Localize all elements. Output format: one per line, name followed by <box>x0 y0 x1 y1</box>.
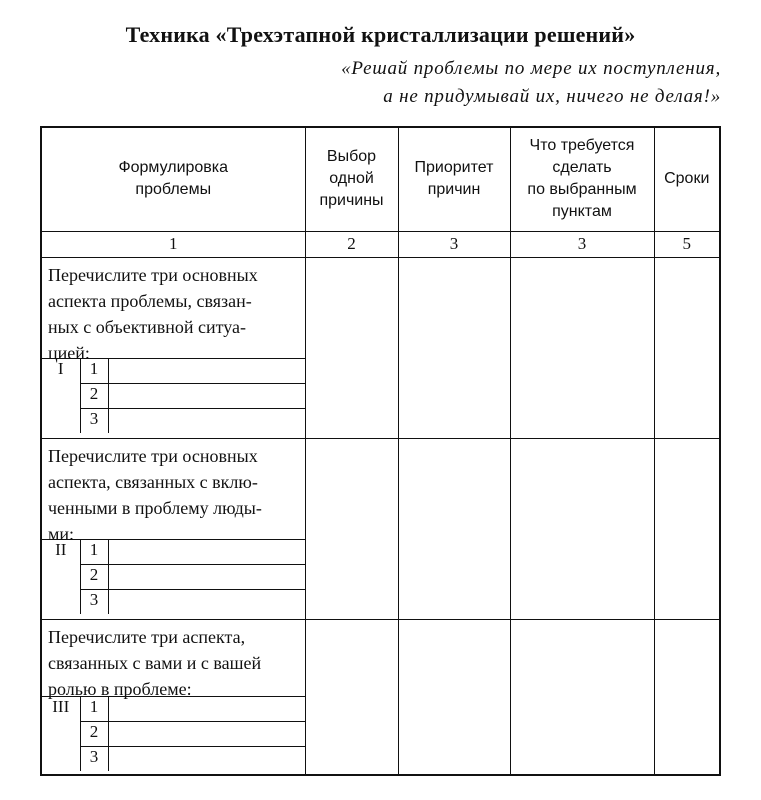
item-number: 2 <box>80 383 108 408</box>
answer-field[interactable] <box>108 746 305 771</box>
item-number: 3 <box>80 589 108 614</box>
cause-priority-cell[interactable] <box>398 438 510 619</box>
item-number: 3 <box>80 408 108 433</box>
section-prompt: Перечислите три основных аспекта проблемы, связан- ных с объективной ситуа- цией: <box>48 264 258 363</box>
deadline-cell[interactable] <box>654 619 720 775</box>
what-to-do-cell[interactable] <box>510 438 654 619</box>
section-row <box>41 619 720 775</box>
page-title: Техника «Трехэтапной кристаллизации решений» <box>125 22 636 47</box>
column-number: 2 <box>305 231 398 257</box>
section-row <box>41 257 720 438</box>
answer-field[interactable] <box>108 383 305 408</box>
header-cause-priority: Приоритет причин <box>398 127 510 231</box>
header-row <box>41 127 720 231</box>
answer-field[interactable] <box>108 408 305 433</box>
header-choose-cause: Выбор одной причины <box>305 127 398 231</box>
crystallization-form-table <box>40 126 721 776</box>
item-number: 1 <box>80 539 108 564</box>
section-prompt: Перечислите три аспекта, связанных с вами и с вашей ролью в проблеме: <box>48 626 262 699</box>
choose-cause-cell[interactable] <box>305 257 398 438</box>
answer-field[interactable] <box>108 539 305 564</box>
answer-field[interactable] <box>108 564 305 589</box>
header-deadlines: Сроки <box>654 127 720 231</box>
column-number: 3 <box>510 231 654 257</box>
section-roman-numeral: II <box>42 539 80 614</box>
deadline-cell[interactable] <box>654 257 720 438</box>
cause-priority-cell[interactable] <box>398 257 510 438</box>
answer-grid <box>42 358 305 433</box>
column-number: 3 <box>398 231 510 257</box>
section-cell <box>41 257 305 438</box>
item-number: 2 <box>80 564 108 589</box>
section-cell <box>41 619 305 775</box>
section-roman-numeral: I <box>42 358 80 433</box>
answer-field[interactable] <box>108 358 305 383</box>
column-number: 1 <box>41 231 305 257</box>
column-number-row <box>41 231 720 257</box>
cause-priority-cell[interactable] <box>398 619 510 775</box>
section-row <box>41 438 720 619</box>
motto-line-2: а не придумывай их, ничего не делая!» <box>383 86 721 107</box>
header-problem: Формулировка проблемы <box>41 127 305 231</box>
answer-grid <box>42 696 305 771</box>
what-to-do-cell[interactable] <box>510 619 654 775</box>
what-to-do-cell[interactable] <box>510 257 654 438</box>
item-number: 3 <box>80 746 108 771</box>
deadline-cell[interactable] <box>654 438 720 619</box>
item-number: 1 <box>80 358 108 383</box>
answer-field[interactable] <box>108 721 305 746</box>
choose-cause-cell[interactable] <box>305 438 398 619</box>
section-prompt: Перечислите три основных аспекта, связанных с вклю- ченными в проблему люды- ми: <box>48 445 262 544</box>
header-what-to-do: Что требуется сделать по выбранным пунктам <box>510 127 654 231</box>
item-number: 2 <box>80 721 108 746</box>
column-number: 5 <box>654 231 720 257</box>
answer-grid <box>42 539 305 614</box>
item-number: 1 <box>80 696 108 721</box>
choose-cause-cell[interactable] <box>305 619 398 775</box>
answer-field[interactable] <box>108 589 305 614</box>
section-cell <box>41 438 305 619</box>
section-roman-numeral: III <box>42 696 80 771</box>
motto-line-1: «Решай проблемы по мере их поступления, <box>341 58 721 79</box>
